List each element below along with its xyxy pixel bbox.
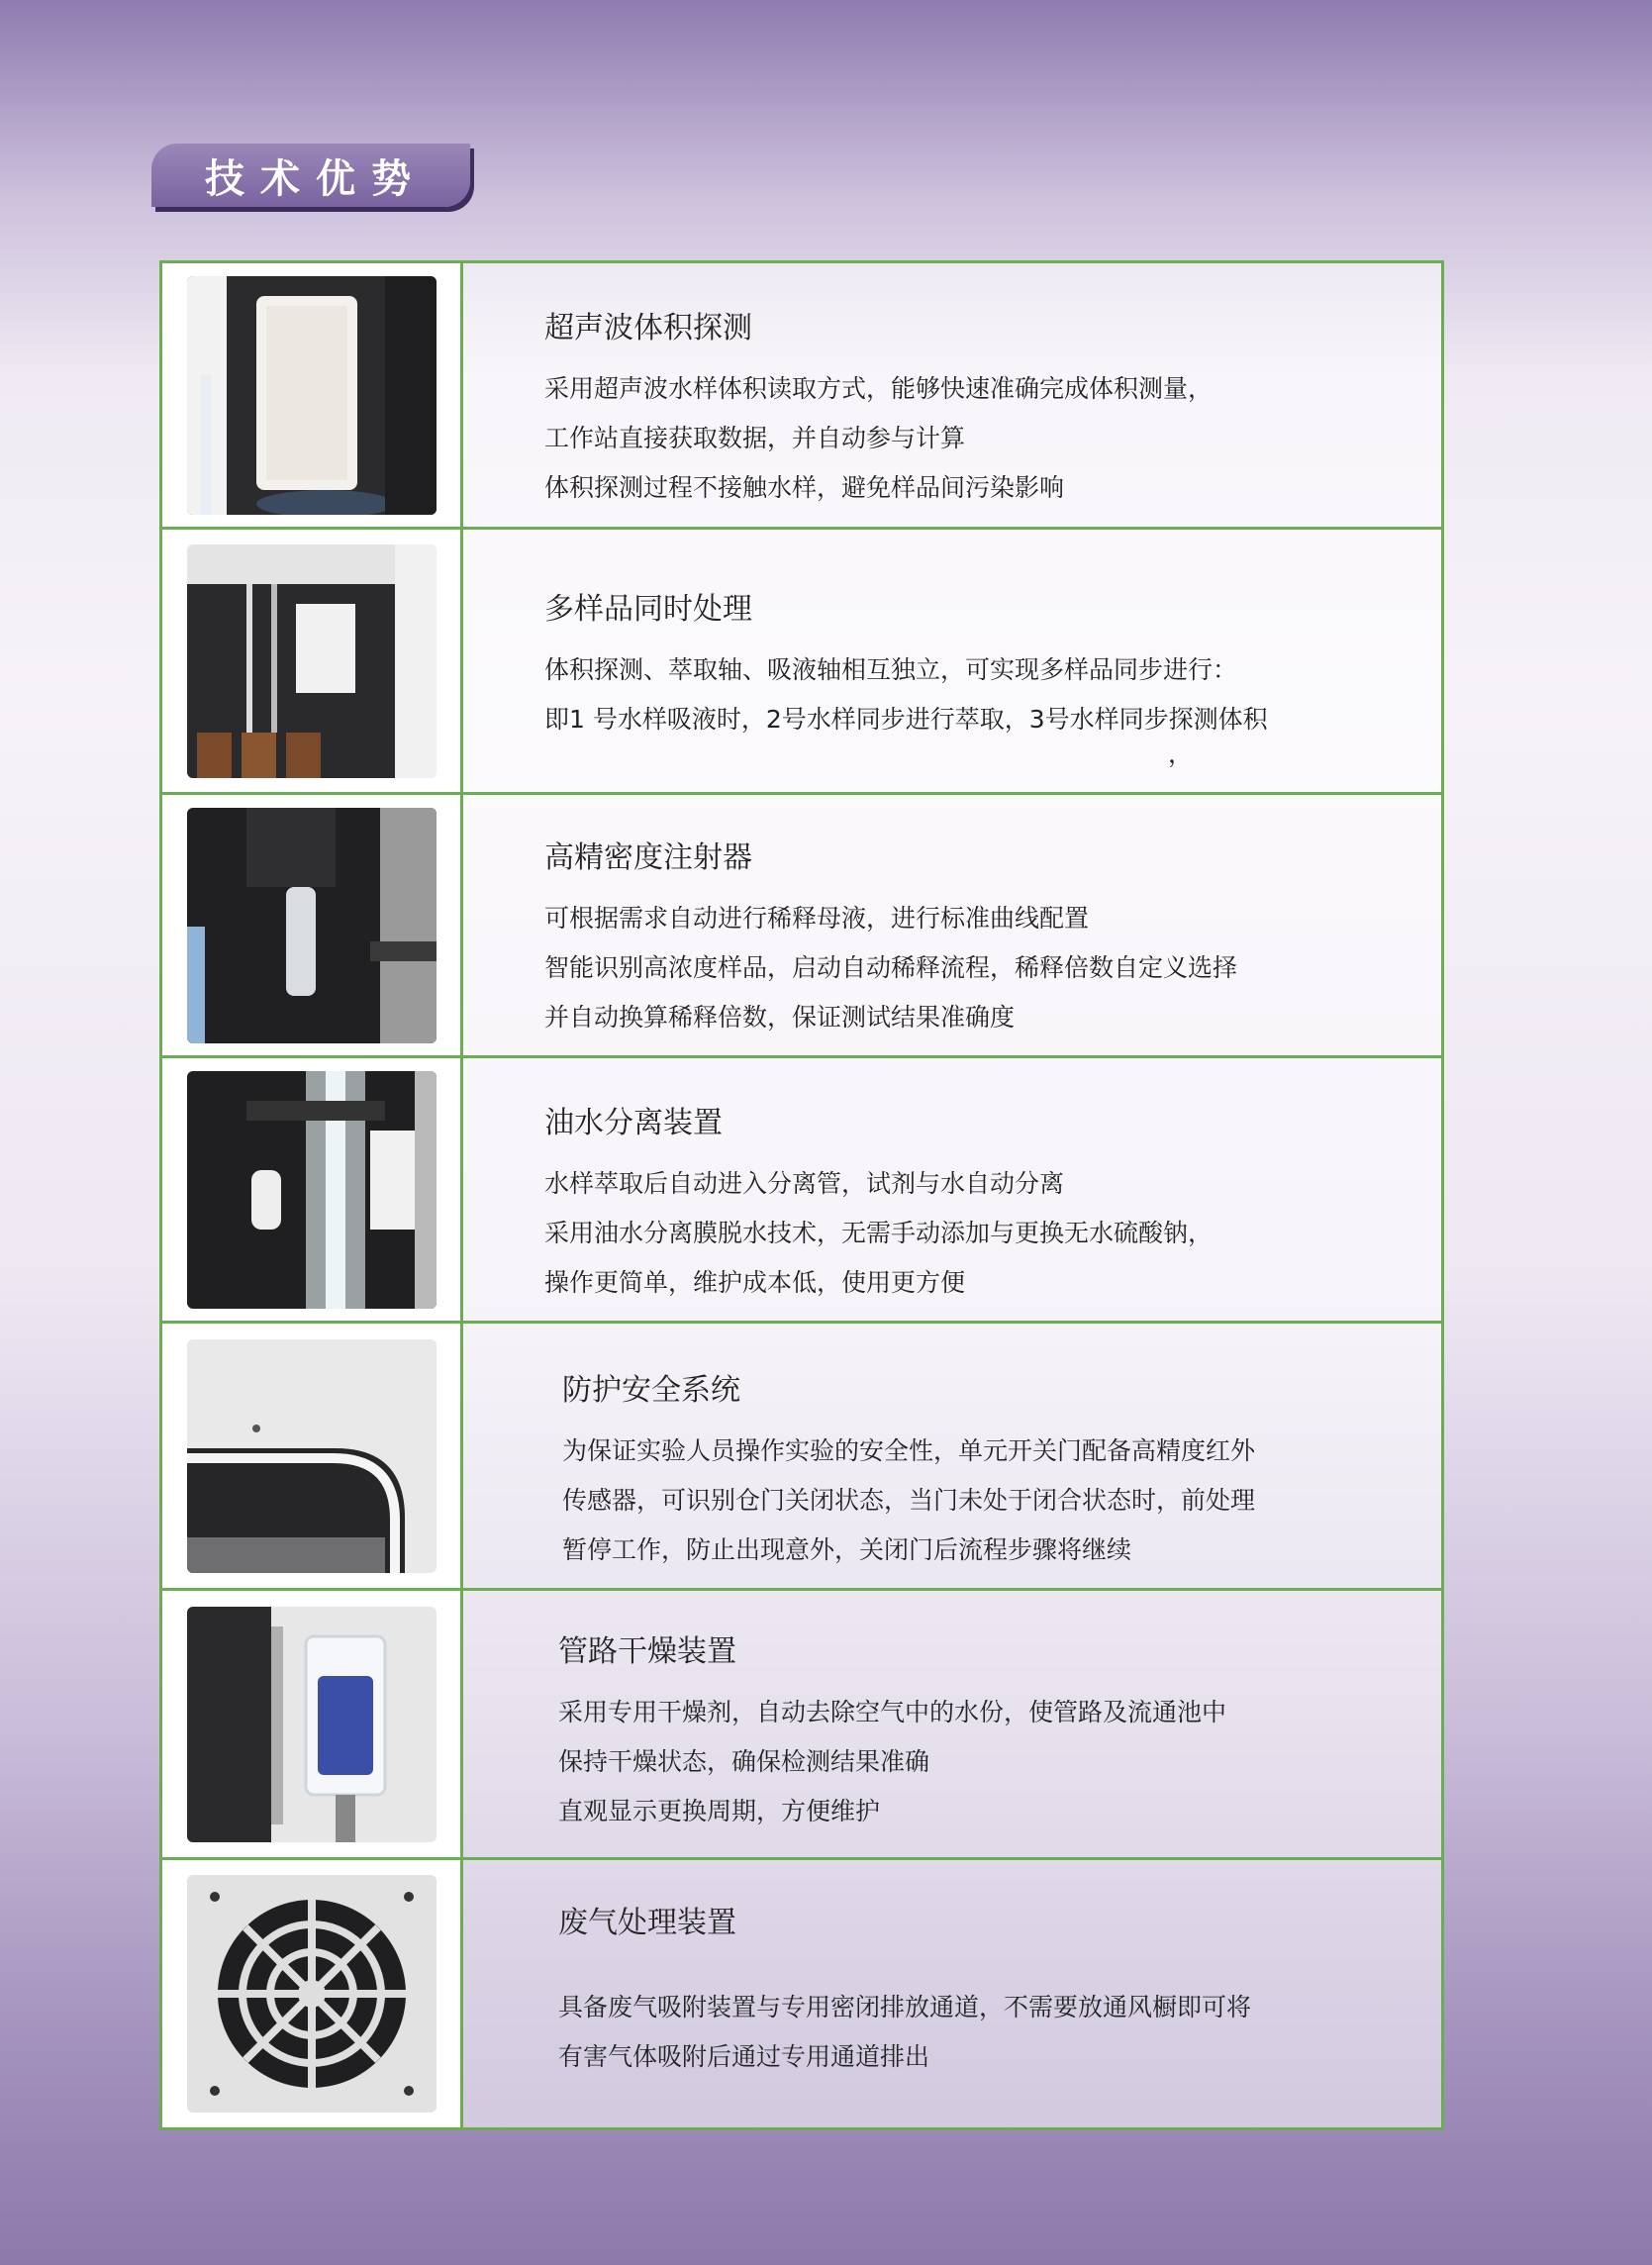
feature-line: 采用超声波水样体积读取方式，能够快速准确完成体积测量， — [544, 374, 1214, 403]
feature-heading: 高精密度注射器 — [544, 840, 752, 875]
feature-line: 暂停工作，防止出现意外，关闭门后流程步骤将继续 — [562, 1535, 1132, 1564]
feature-row — [162, 1591, 1441, 1860]
feature-heading: 管路干燥装置 — [558, 1634, 736, 1669]
feature-image-cell — [162, 1324, 463, 1588]
feature-line: 采用专用干燥剂，自动去除空气中的水份，使管路及流通池中 — [558, 1698, 1227, 1726]
feature-image-cell — [162, 795, 463, 1055]
feature-heading: 防护安全系统 — [562, 1373, 740, 1408]
multi-sample-photo — [187, 544, 437, 778]
trailing-punctuation: ， — [1168, 739, 1194, 768]
feature-image-cell — [162, 1591, 463, 1857]
feature-line: 体积探测、萃取轴、吸液轴相互独立，可实现多样品同步进行： — [544, 655, 1238, 684]
feature-line: 可根据需求自动进行稀释母液，进行标准曲线配置 — [544, 904, 1090, 933]
feature-line: 并自动换算稀释倍数，保证测试结果准确度 — [544, 1003, 1016, 1032]
safety-door-photo — [187, 1339, 437, 1573]
pipe-dryer-photo — [187, 1607, 437, 1842]
feature-line: 操作更简单，维护成本低，使用更方便 — [544, 1268, 966, 1297]
feature-heading: 超声波体积探测 — [544, 311, 752, 345]
feature-text-cell — [463, 1591, 1441, 1857]
feature-text-cell — [463, 1058, 1441, 1321]
feature-line: 采用油水分离膜脱水技术，无需手动添加与更换无水硫酸钠， — [544, 1219, 1214, 1247]
syringe-photo — [187, 808, 437, 1043]
feature-image-cell — [162, 1860, 463, 2127]
feature-line: 有害气体吸附后通过专用通道排出 — [558, 2042, 930, 2071]
feature-table — [159, 260, 1444, 2130]
feature-heading: 多样品同时处理 — [544, 592, 752, 627]
feature-heading: 油水分离装置 — [544, 1106, 723, 1140]
feature-text-cell — [463, 795, 1441, 1055]
feature-line: 工作站直接获取数据，并自动参与计算 — [544, 424, 966, 452]
feature-row — [162, 1324, 1441, 1591]
feature-line: 具备废气吸附装置与专用密闭排放通道，不需要放通风橱即可将 — [558, 1993, 1252, 2021]
feature-row — [162, 1058, 1441, 1324]
feature-text-cell — [463, 530, 1441, 792]
feature-row — [162, 795, 1441, 1058]
feature-row — [162, 1860, 1441, 2127]
oil-water-separator-photo — [187, 1071, 437, 1309]
feature-line: 体积探测过程不接触水样，避免样品间污染影响 — [544, 473, 1065, 502]
feature-image-cell — [162, 1058, 463, 1321]
feature-image-cell — [162, 263, 463, 527]
feature-text-cell — [463, 1324, 1441, 1588]
feature-line: 保持干燥状态，确保检测结果准确 — [558, 1747, 930, 1776]
feature-image-cell — [162, 530, 463, 792]
section-title-tab — [151, 144, 470, 207]
exhaust-fan-photo — [187, 1875, 437, 2113]
ultrasonic-sensor-photo — [187, 276, 437, 515]
feature-row — [162, 530, 1441, 795]
feature-line: 直观显示更换周期，方便维护 — [558, 1797, 881, 1825]
feature-row — [162, 263, 1441, 530]
feature-text-cell — [463, 263, 1441, 527]
feature-line: 即1 号水样吸液时，2号水样同步进行萃取，3号水样同步探测体积 — [544, 705, 1268, 734]
feature-heading: 废气处理装置 — [558, 1906, 736, 1940]
feature-line: 为保证实验人员操作实验的安全性，单元开关门配备高精度红外 — [562, 1436, 1256, 1465]
feature-line: 传感器，可识别仓门关闭状态，当门未处于闭合状态时，前处理 — [562, 1486, 1256, 1515]
feature-text-cell — [463, 1860, 1441, 2127]
feature-line: 智能识别高浓度样品，启动自动稀释流程，稀释倍数自定义选择 — [544, 953, 1238, 982]
section-title: 技术优势 — [205, 155, 427, 202]
feature-line: 水样萃取后自动进入分离管，试剂与水自动分离 — [544, 1169, 1065, 1198]
